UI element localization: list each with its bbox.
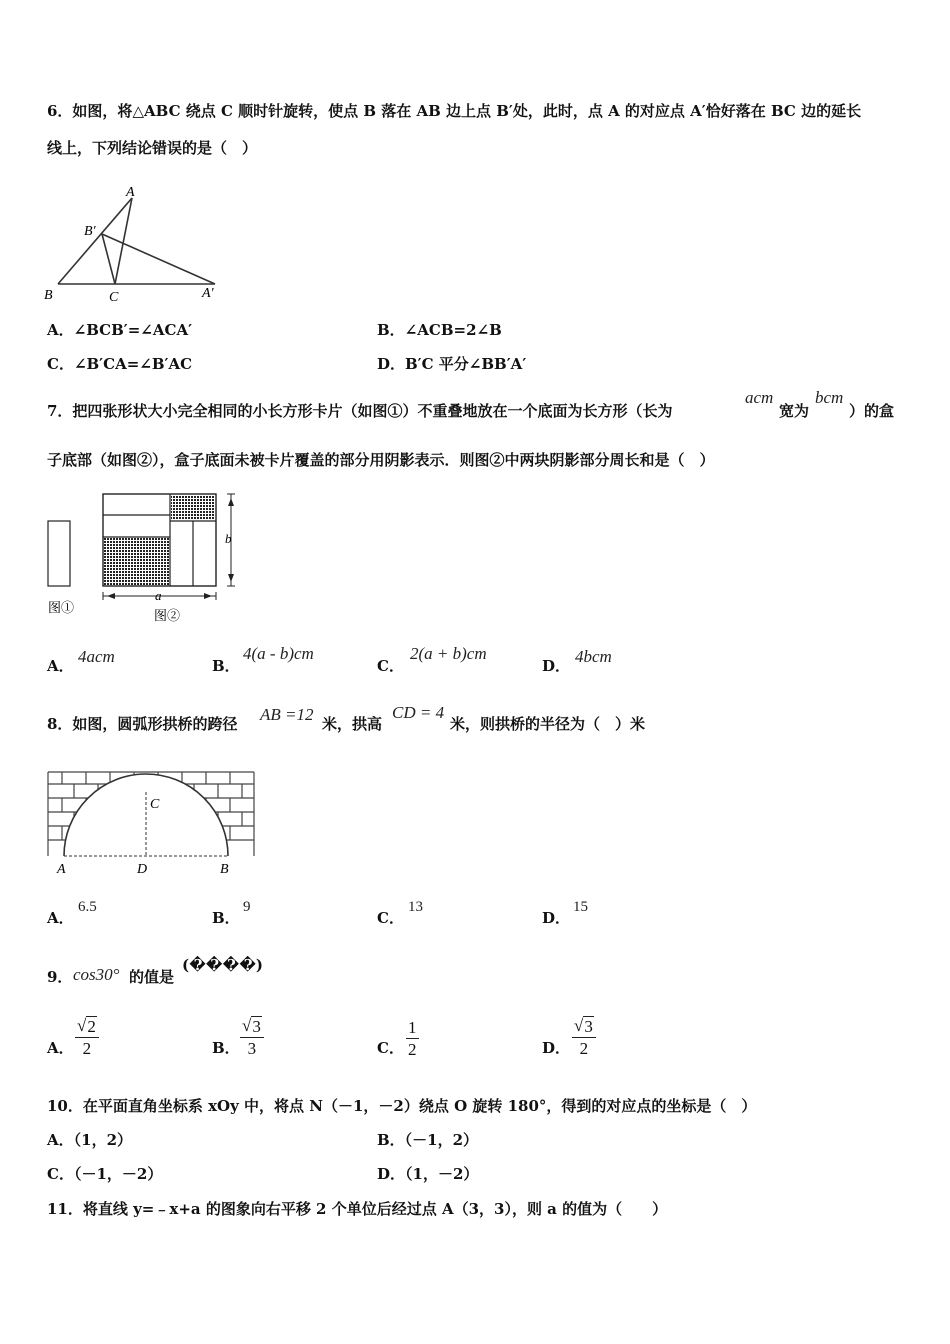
q9-option-b-letter[interactable]: B． xyxy=(212,1039,240,1057)
q7-cards-figure xyxy=(44,490,254,625)
q7-option-c-expr: 2(a + b)cm xyxy=(410,644,487,663)
q7-option-c-letter[interactable]: C． xyxy=(377,657,404,675)
q7-option-b-expr: 4(a - b)cm xyxy=(243,644,314,663)
q8-option-a-value: 6.5 xyxy=(78,899,97,915)
q8-option-d-letter[interactable]: D． xyxy=(542,909,571,927)
q10-option-b[interactable]: B．（－1，2） xyxy=(377,1131,479,1149)
q7-line2: 子底部（如图②），盒子底面未被卡片覆盖的部分用阴影表示．则图②中两块阴影部分周长和是（ ） xyxy=(47,451,715,469)
q7-option-d-letter[interactable]: D． xyxy=(542,657,571,675)
q9-num: 9． xyxy=(47,968,73,986)
q8-bridge-figure xyxy=(42,768,262,878)
fig6-label-C: C xyxy=(109,290,119,302)
q6-triangle-figure xyxy=(40,182,270,302)
fig7-label-2: 图② xyxy=(154,608,181,623)
q9-b-denominator: 3 xyxy=(247,1039,257,1058)
q9-paren: (����) xyxy=(182,956,263,974)
fig8-label-B: B xyxy=(220,862,229,877)
fig7-dim-a: a xyxy=(155,588,162,603)
q8-expr-ab: AB =12 xyxy=(260,705,314,724)
q9-option-d-frac: √ 3 2 xyxy=(572,1016,596,1059)
q7-line1-pre: 7．把四张形状大小完全相同的小长方形卡片（如图①）不重叠地放在一个底面为长方形（长为 xyxy=(47,402,673,420)
q9-c-denominator: 2 xyxy=(408,1040,417,1059)
q9-d-denominator: 2 xyxy=(579,1039,589,1058)
q6-line1: 6．如图，将△ABC 绕点 C 顺时针旋转，使点 B 落在 AB 边上点 B′处，此时，点 A 的对应点 A′恰好落在 BC 边的延长 xyxy=(47,102,862,120)
q9-option-a-letter[interactable]: A． xyxy=(47,1039,74,1057)
q8-option-b-letter[interactable]: B． xyxy=(212,909,240,927)
q8-option-c-letter[interactable]: C． xyxy=(377,909,404,927)
q9-option-b-frac: √ 3 3 xyxy=(240,1016,264,1059)
q6-option-b[interactable]: B．∠ACB=2∠B xyxy=(377,321,502,339)
q8-post: 米，则拱桥的半径为（ ）米 xyxy=(450,715,646,733)
fig6-label-Bp: B′ xyxy=(84,224,96,239)
q6-line2: 线上，下列结论错误的是（ ） xyxy=(47,139,258,157)
fig7-dim-b: b xyxy=(225,531,232,546)
q9-option-c-frac xyxy=(406,1018,419,1060)
fig6-label-A: A xyxy=(126,185,135,200)
fig8-label-D: D xyxy=(137,862,148,877)
q11-text: 11．将直线 y=﹣x+a 的图象向右平移 2 个单位后经过点 A（3，3），则 a 的值为（ ） xyxy=(47,1200,668,1218)
q8-mid: 米，拱高 xyxy=(322,715,383,733)
fig8-label-A: A xyxy=(57,862,66,877)
q9-option-a-frac: √ 2 2 xyxy=(75,1016,99,1059)
q7-math-a: acm xyxy=(745,388,774,407)
q9-a-denominator: 2 xyxy=(82,1039,92,1058)
q7-line1-mid: 宽为 xyxy=(779,402,810,420)
q7-math-b: bcm xyxy=(815,388,844,407)
q9-option-c-letter[interactable]: C． xyxy=(377,1039,404,1057)
fig8-label-C: C xyxy=(150,797,160,812)
q7-option-b-letter[interactable]: B． xyxy=(212,657,240,675)
q8-option-b-value: 9 xyxy=(243,899,251,915)
q7-option-a-letter[interactable]: A． xyxy=(47,657,74,675)
fig7-label-1: 图① xyxy=(48,600,75,615)
q8-expr-cd: CD = 4 xyxy=(392,703,445,722)
fig6-label-Ap: A′ xyxy=(202,286,214,301)
q8-option-c-value: 13 xyxy=(408,899,423,915)
fig6-label-B: B xyxy=(44,288,53,302)
q8-pre: 8．如图，圆弧形拱桥的跨径 xyxy=(47,715,238,733)
q7-option-a-expr: 4acm xyxy=(78,647,115,666)
q8-option-d-value: 15 xyxy=(573,899,588,915)
q9-c-numerator: 1 xyxy=(408,1018,417,1037)
q9-b-radicand: 3 xyxy=(252,1017,261,1036)
q6-option-a[interactable]: A．∠BCB′=∠ACA′ xyxy=(47,321,193,339)
q9-option-d-letter[interactable]: D． xyxy=(542,1039,571,1057)
q9-expr: cos30° xyxy=(73,965,120,984)
q10-text: 10．在平面直角坐标系 xOy 中，将点 N（－1，－2）绕点 O 旋转 180°，得到的对应点的坐标是（ ） xyxy=(47,1097,757,1115)
q8-option-a-letter[interactable]: A． xyxy=(47,909,74,927)
q7-line1-post: ）的盒 xyxy=(849,402,895,420)
q6-option-c[interactable]: C．∠B′CA=∠B′AC xyxy=(47,355,193,373)
q7-option-d-expr: 4bcm xyxy=(575,647,612,666)
q9-a-radicand: 2 xyxy=(87,1017,96,1036)
q10-option-d[interactable]: D．（1，－2） xyxy=(377,1165,479,1183)
q9-text: 的值是 xyxy=(129,968,175,986)
q9-d-radicand: 3 xyxy=(584,1017,593,1036)
q10-option-a[interactable]: A．（1，2） xyxy=(47,1131,133,1149)
q10-option-c[interactable]: C．（－1，－2） xyxy=(47,1165,163,1183)
q6-option-d[interactable]: D．B′C 平分∠BB′A′ xyxy=(377,355,527,373)
